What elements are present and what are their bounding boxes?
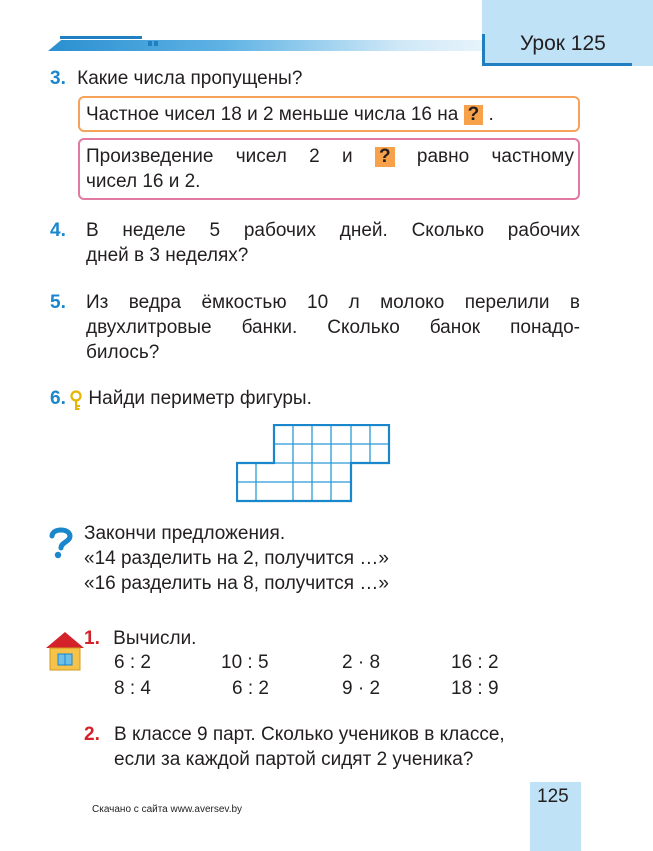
homework-2-line-1: В классе 9 парт. Сколько учеников в классе,	[114, 724, 505, 745]
task-3-line-1	[86, 102, 494, 127]
task-6	[50, 386, 312, 412]
calc-expression: 6 : 2	[114, 652, 151, 673]
calc-expression: 18 : 9	[451, 678, 499, 699]
finish-sentence-1: «14 разделить на 2, получится …»	[84, 548, 389, 569]
task-3	[50, 66, 302, 91]
calc-expression: 8 : 4	[114, 678, 151, 699]
calc-expression: 10 : 5	[221, 652, 269, 673]
task-number: 6.	[50, 388, 66, 409]
lesson-box-border-bottom	[482, 63, 632, 66]
calc-expression: 2 · 8	[342, 652, 381, 673]
source-note: Скачано с сайта www.aversev.by	[92, 804, 243, 815]
finish-sentences	[84, 521, 389, 596]
homework-2	[84, 722, 584, 772]
task-3-line-1-end: .	[488, 104, 494, 125]
task-5-line-3: билось?	[86, 342, 160, 363]
task-5	[50, 290, 580, 365]
homework-number: 2.	[84, 724, 100, 745]
task-3-line-1-text: Частное чисел 18 и 2 меньше числа 16 на	[86, 104, 459, 125]
task-5-line-2: двухлитровые банки. Сколько банок понадо-	[86, 317, 580, 338]
task-number: 4.	[50, 220, 66, 241]
finish-title: Закончи предложения.	[84, 523, 286, 544]
task-3-line-2-continuation: чисел 16 и 2.	[86, 171, 201, 192]
missing-number-mark: ?	[464, 105, 484, 125]
finish-sentence-2: «16 разделить на 8, получится …»	[84, 573, 389, 594]
task-5-line-1: Из ведра ёмкостью 10 л молоко перелили в	[86, 292, 580, 313]
lesson-box-border-left	[482, 34, 485, 66]
task-4	[50, 218, 580, 268]
homework-2-line-2: если за каждой партой сидят 2 ученика?	[114, 749, 474, 770]
task-4-line-2: дней в 3 неделях?	[86, 245, 249, 266]
task-4-line-1: В неделе 5 рабочих дней. Сколько рабочих	[86, 220, 580, 241]
key-icon	[69, 390, 83, 412]
calc-row-2	[0, 678, 653, 703]
missing-number-mark: ?	[375, 147, 395, 167]
homework-number: 1.	[84, 628, 100, 649]
homework-1-title: Вычисли.	[113, 628, 197, 649]
calc-expression: 9 · 2	[342, 678, 381, 699]
header-stripe	[48, 40, 488, 51]
calc-expression: 6 : 2	[232, 678, 269, 699]
task-3-line-2	[86, 144, 574, 194]
task-6-text: Найди периметр фигуры.	[88, 388, 312, 409]
task-3-line-2-text: Произведение чисел 2 и	[86, 146, 353, 167]
question-mark-icon	[48, 526, 74, 560]
perimeter-figure	[236, 424, 396, 504]
task-3-question: Какие числа пропущены?	[77, 68, 303, 89]
lesson-title: Урок 125	[520, 32, 606, 55]
calc-expression: 16 : 2	[451, 652, 499, 673]
task-number: 5.	[50, 292, 66, 313]
header-dots	[148, 33, 160, 39]
homework-1	[84, 626, 196, 651]
page-number: 125	[537, 786, 569, 807]
task-number: 3.	[50, 68, 66, 89]
calc-row-1	[0, 652, 653, 677]
task-3-line-2-text-end: равно частному	[416, 146, 575, 167]
header-accent-line	[60, 36, 142, 39]
